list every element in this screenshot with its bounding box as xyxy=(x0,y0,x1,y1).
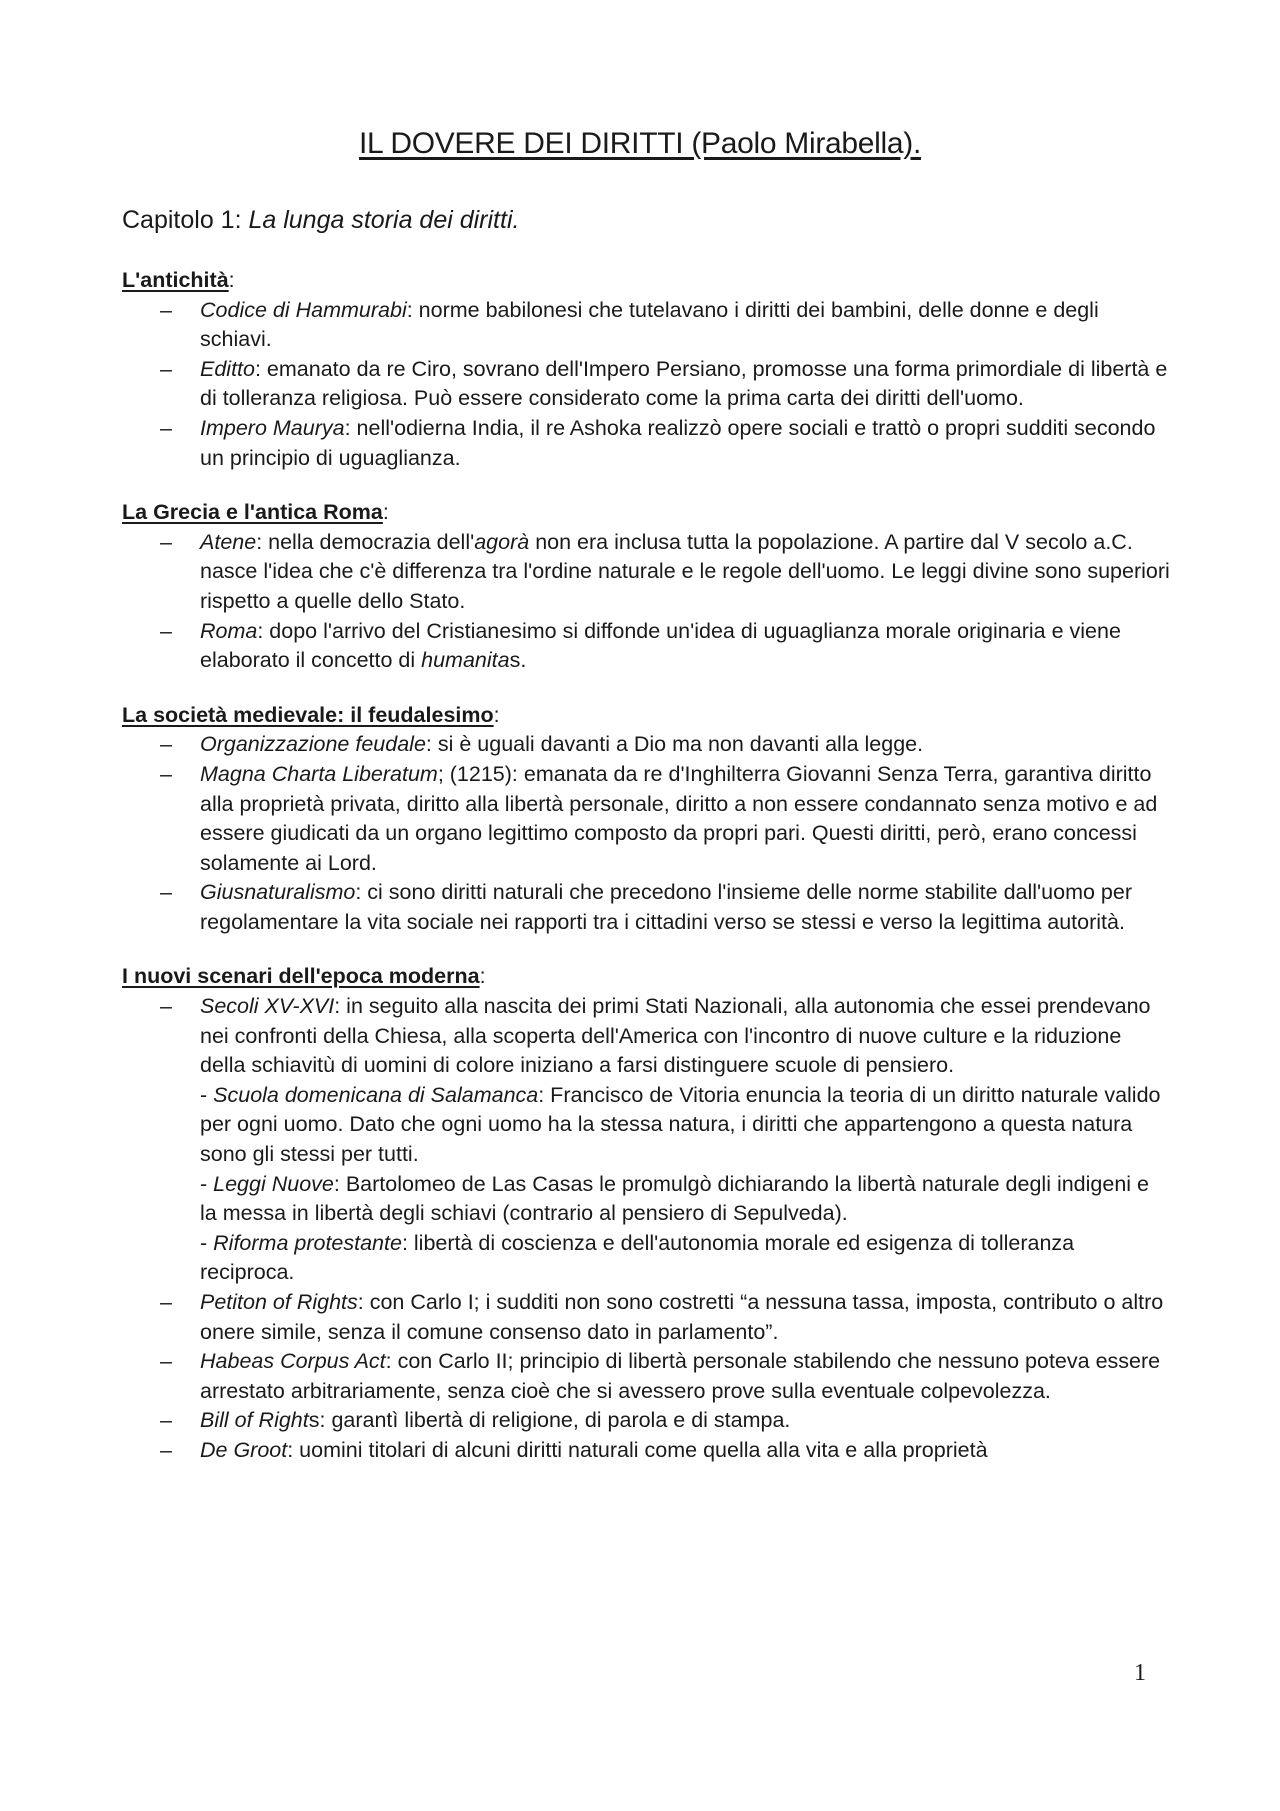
sub-item xyxy=(200,1081,1170,1170)
item-term: De Groot xyxy=(200,1437,288,1462)
list-item xyxy=(122,528,1170,617)
item-term: Habeas Corpus Act xyxy=(200,1349,386,1374)
dash-bullet: – xyxy=(160,415,172,440)
section-heading xyxy=(122,962,1170,992)
sub-item-text: : Bartolomeo de Las Casas le promulgò dichiarando la libertà naturale degli indigeni e la messa in libertà degli schiavi (contrario al pensiero di Sepulveda). xyxy=(200,1171,1149,1226)
item-term: Roma xyxy=(200,618,258,643)
chapter-title: La lunga storia dei diritti. xyxy=(248,206,520,234)
chapter-prefix: Capitolo 1: xyxy=(122,206,249,234)
dash-bullet: – xyxy=(160,1408,172,1433)
sub-item-prefix: - xyxy=(200,1082,214,1107)
item-text: s: garantì libertà di religione, di parola e di stampa. xyxy=(308,1408,791,1433)
list-item xyxy=(122,992,1170,1288)
dash-bullet: – xyxy=(160,297,172,322)
section-heading xyxy=(122,266,1170,296)
item-text: : in seguito alla nascita dei primi Stati Nazionali, alla autonomia che essei prendevano nei confronti della Chiesa, alla scoperta dell'America con l'incontro di nuove culture e la riduzione della schiavitù di uomini di colore iniziano a farsi distinguere scuole di pensiero. xyxy=(200,994,1151,1078)
item-text: : si è uguali davanti a Dio ma non davanti alla legge. xyxy=(425,732,924,757)
list-item xyxy=(122,730,1170,760)
item-text: : norme babilonesi che tutelavano i diritti dei bambini, delle donne e degli schiavi. xyxy=(200,297,1099,352)
item-text: : emanato da re Ciro, sovrano dell'Impero Persiano, promosse una forma primordiale di libertà e di tolleranza religiosa. Può essere considerato come la prima carta dei diritti dell'uomo. xyxy=(200,356,1168,411)
bullet-list xyxy=(122,992,1170,1466)
item-term: Atene xyxy=(200,529,257,554)
item-term: Organizzazione feudale xyxy=(200,732,426,757)
list-item xyxy=(122,1288,1170,1347)
list-item xyxy=(122,617,1170,676)
list-item xyxy=(122,760,1170,878)
section-heading xyxy=(122,701,1170,731)
dash-bullet: – xyxy=(160,1290,172,1314)
dash-bullet: – xyxy=(160,529,172,554)
item-text: non era inclusa tutta la popolazione. A partire dal V secolo a.C. nasce l'idea che c'è differenza tra l'ordine naturale e le regole dell'uomo. Le leggi divine sono superiori rispetto a quelle dello Stato. xyxy=(200,529,1170,613)
section-medievale xyxy=(122,701,1170,938)
item-text: ; (1215): emanata da re d'Inghilterra Giovanni Senza Terra, garantiva diritto alla proprietà privata, diritto alla libertà personale, diritto a non essere condannato senza motivo e ad essere giudicati da un organo legittimo composto da propri pari. Questi diritti, però, erano concessi solamente ai Lord. xyxy=(200,761,1158,875)
section-colon: : xyxy=(382,500,389,525)
item-text: : uomini titolari di alcuni diritti naturali come quella alla vita e alla proprietà xyxy=(287,1437,988,1462)
item-term: Bill of Right xyxy=(200,1408,309,1433)
item-text: : ci sono diritti naturali che precedono l'insieme delle norme stabilite dall'uomo per regolamentare la vita sociale nei rapporti tra i cittadini verso se stessi e verso la legittima autorità. xyxy=(200,880,1132,934)
item-term: Editto xyxy=(200,356,255,381)
list-item xyxy=(122,1406,1170,1436)
dash-bullet: – xyxy=(160,761,172,786)
item-term: Petiton of Rights xyxy=(200,1290,358,1314)
sub-item-text: : libertà di coscienza e dell'autonomia morale ed esigenza di tolleranza reciproca. xyxy=(200,1230,1075,1285)
list-item xyxy=(122,1347,1170,1406)
sub-item-prefix: - xyxy=(200,1230,214,1255)
section-antichita xyxy=(122,266,1170,473)
list-item xyxy=(122,1436,1170,1466)
item-text: : con Carlo II; principio di libertà personale stabilendo che nessuno poteva essere arrestato arbitrariamente, senza cioè che si avessero prove sulla eventuale colpevolezza. xyxy=(200,1349,1161,1403)
dash-bullet: – xyxy=(160,618,172,643)
dash-bullet: – xyxy=(160,356,172,381)
sub-item-term: Leggi Nuove xyxy=(213,1171,334,1196)
list-item xyxy=(122,355,1170,414)
sub-item-term: Scuola domenicana di Salamanca xyxy=(213,1082,539,1107)
item-text: s. xyxy=(509,648,527,673)
dash-bullet: – xyxy=(160,732,172,757)
section-heading-text: L'antichità xyxy=(122,268,229,292)
section-heading xyxy=(122,498,1170,528)
item-text: : nell'odierna India, il re Ashoka realizzò opere sociali e trattò o propri sudditi secondo un principio di uguaglianza. xyxy=(200,415,1156,470)
section-heading-text: I nuovi scenari dell'epoca moderna xyxy=(122,964,480,989)
item-text: : dopo l'arrivo del Cristianesimo si diffonde un'idea di uguaglianza morale originaria e viene elaborato il concetto di xyxy=(200,618,1121,673)
item-italic-word: humanita xyxy=(421,648,510,673)
page-number: 1 xyxy=(1134,1660,1146,1686)
item-italic-word: agorà xyxy=(474,529,530,554)
section-heading-text: La Grecia e l'antica Roma xyxy=(122,500,383,525)
sub-item-term: Riforma protestante xyxy=(213,1230,402,1255)
list-item xyxy=(122,414,1170,473)
item-text: : nella democrazia dell' xyxy=(256,529,475,554)
list-item xyxy=(122,296,1170,355)
item-text: : con Carlo I; i sudditi non sono costretti “a nessuna tassa, imposta, contributo o altro onere simile, senza il comune consenso dato in parlamento”. xyxy=(200,1290,1164,1344)
item-term: Giusnaturalismo xyxy=(200,880,356,905)
item-term: Secoli XV-XVI xyxy=(200,994,335,1019)
bullet-list xyxy=(122,296,1170,474)
section-grecia-roma xyxy=(122,498,1170,676)
dash-bullet: – xyxy=(160,1349,172,1374)
chapter-heading xyxy=(122,204,519,236)
dash-bullet: – xyxy=(160,880,172,905)
item-term: Magna Charta Liberatum xyxy=(200,761,438,786)
page-title: IL DOVERE DEI DIRITTI (Paolo Mirabella). xyxy=(358,127,922,160)
bullet-list xyxy=(122,528,1170,676)
section-epoca-moderna xyxy=(122,962,1170,1465)
dash-bullet: – xyxy=(160,1437,172,1462)
section-heading-text: La società medievale: il feudalesimo xyxy=(122,702,494,727)
dash-bullet: – xyxy=(160,994,172,1019)
sub-item-prefix: - xyxy=(200,1171,214,1196)
sub-item-text: : Francisco de Vitoria enuncia la teoria di un diritto naturale valido per ogni uomo. Dato che ogni uomo ha la stessa natura, i diritti che appartengono a questa natura sono gli stessi per tutti. xyxy=(200,1082,1161,1167)
item-term: Impero Maurya xyxy=(200,415,345,440)
sub-item xyxy=(200,1229,1170,1288)
item-term: Codice di Hammurabi xyxy=(200,297,407,322)
section-colon: : xyxy=(479,964,486,989)
list-item xyxy=(122,878,1170,937)
section-colon: : xyxy=(493,702,500,727)
document-body xyxy=(122,266,1170,1491)
bullet-list xyxy=(122,730,1170,937)
section-colon: : xyxy=(228,268,235,292)
sub-item xyxy=(200,1170,1170,1229)
